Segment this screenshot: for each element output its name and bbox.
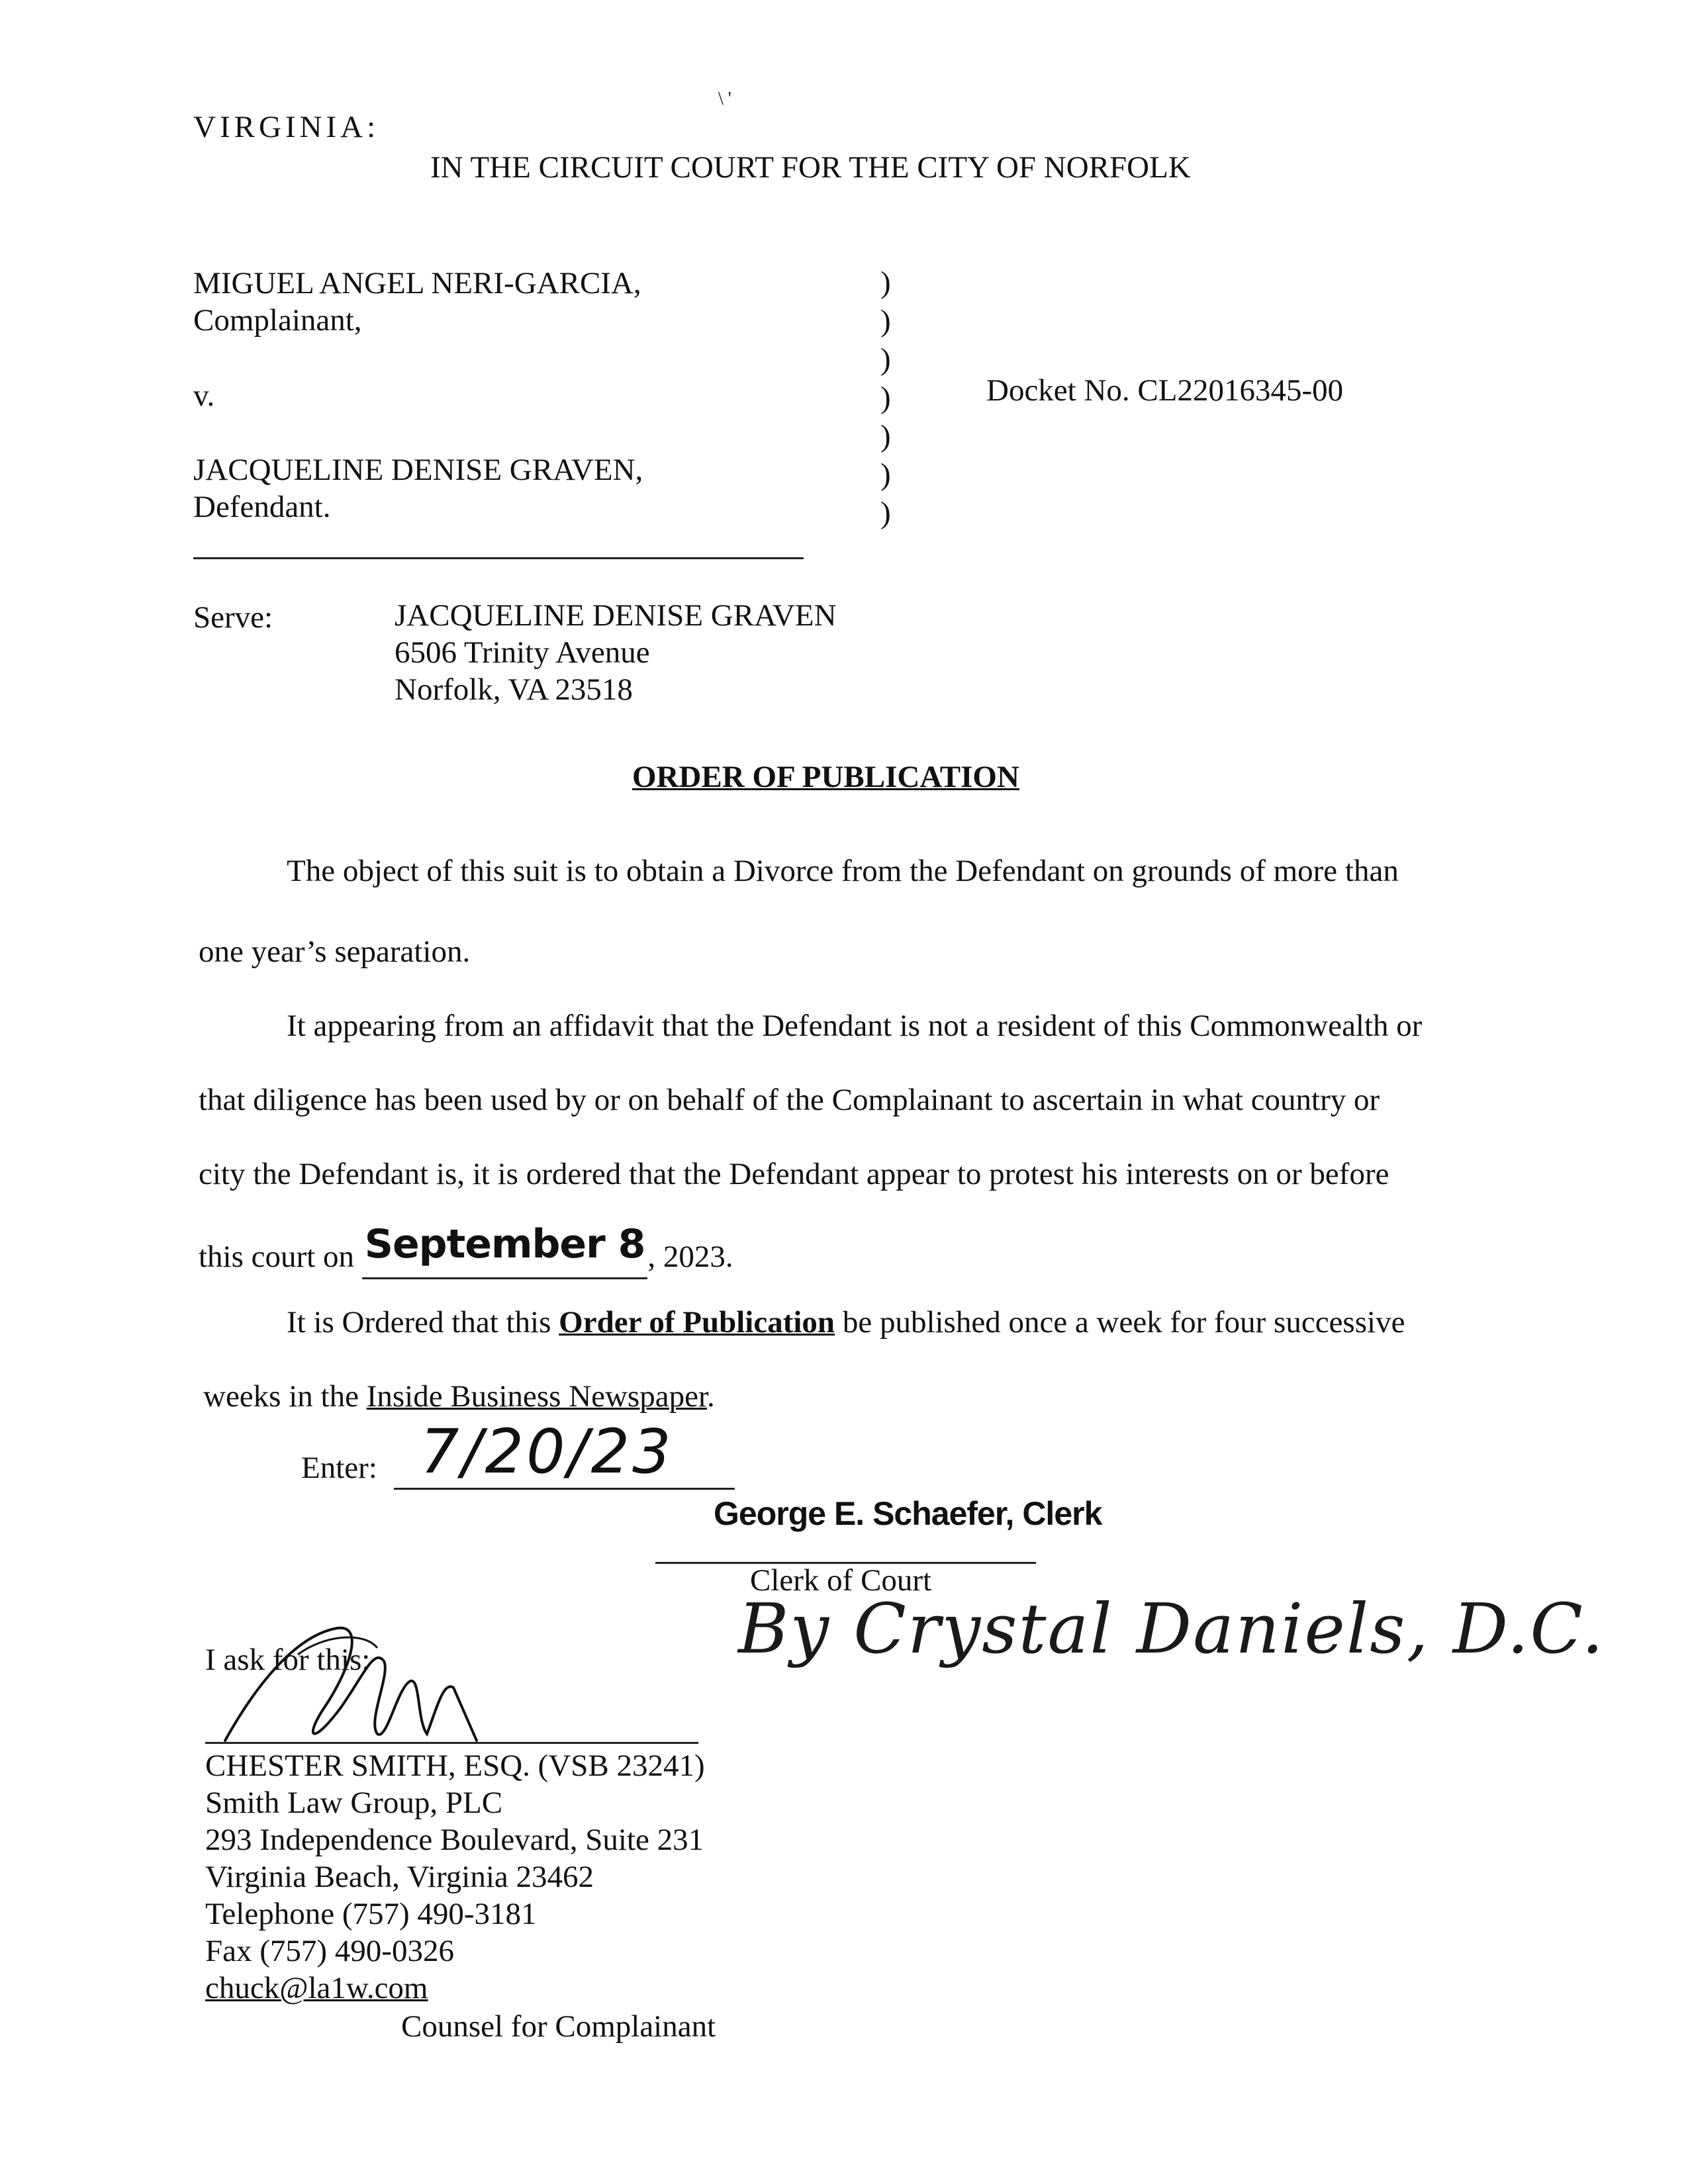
versus-text: v. xyxy=(193,379,215,413)
defendant-role: Defendant. xyxy=(193,490,331,524)
appearance-date-handwritten: September 8 xyxy=(364,1221,645,1267)
attorney-signature-line xyxy=(205,1742,698,1744)
enter-date-handwritten: 7/20/23 xyxy=(420,1416,674,1487)
body-p3-post: be published once a week for four successive xyxy=(835,1305,1405,1340)
attorney-email: chuck@la1w.com xyxy=(205,1971,428,2005)
order-of-publication-emphasis: Order of Publication xyxy=(559,1305,835,1340)
enter-date-line xyxy=(394,1488,735,1490)
paren: ) xyxy=(880,381,891,415)
body-p3-pre: It is Ordered that this xyxy=(287,1305,559,1340)
serve-label: Serve: xyxy=(193,600,273,635)
document-title: ORDER OF PUBLICATION xyxy=(632,760,1019,794)
serve-name: JACQUELINE DENISE GRAVEN xyxy=(395,598,837,633)
caption-divider xyxy=(193,557,804,559)
body-p2-line2: that diligence has been used by or on behalf of the Complainant to ascertain in what country or xyxy=(199,1083,1380,1117)
body-p3-line2 xyxy=(203,1378,715,1415)
attorney-signature xyxy=(199,1608,516,1760)
paren: ) xyxy=(880,265,891,300)
newspaper-name: Inside Business Newspaper xyxy=(366,1379,708,1414)
complainant-role: Complainant, xyxy=(193,303,362,338)
body-p2-line3: city the Defendant is, it is ordered that the Defendant appear to protest his interests on or before xyxy=(199,1157,1389,1191)
defendant-name: JACQUELINE DENISE GRAVEN, xyxy=(193,453,643,487)
body-p3-line2-pre: weeks in the xyxy=(203,1379,367,1414)
attorney-firm: Smith Law Group, PLC xyxy=(205,1786,503,1820)
counsel-role: Counsel for Complainant xyxy=(401,2009,716,2044)
body-p2-line4 xyxy=(199,1221,733,1279)
complainant-name: MIGUEL ANGEL NERI-GARCIA, xyxy=(193,266,641,300)
caption-parens xyxy=(880,263,891,532)
body-p1-line2: one year’s separation. xyxy=(199,934,471,969)
paren: ) xyxy=(880,342,891,377)
scan-stray-marks: \ ' xyxy=(718,89,731,109)
ask-for-this-label: I ask for this: xyxy=(205,1643,371,1677)
clerk-stamp: George E. Schaefer, Clerk xyxy=(714,1495,1102,1532)
paren: ) xyxy=(880,457,891,492)
attorney-fax: Fax (757) 490-0326 xyxy=(205,1934,454,1968)
serve-city: Norfolk, VA 23518 xyxy=(395,672,633,707)
enter-label: Enter: xyxy=(301,1451,377,1485)
attorney-name: CHESTER SMITH, ESQ. (VSB 23241) xyxy=(205,1749,705,1783)
docket-number: Docket No. CL22016345-00 xyxy=(986,373,1344,408)
body-p1-line1: The object of this suit is to obtain a Divorce from the Defendant on grounds of more than xyxy=(287,854,1399,888)
body-p2-line4-post: , 2023. xyxy=(647,1240,733,1274)
paren: ) xyxy=(880,304,891,338)
signature-stroke xyxy=(225,1628,477,1741)
appearance-date-field xyxy=(362,1221,648,1279)
court-heading: IN THE CIRCUIT COURT FOR THE CITY OF NORFOLK xyxy=(430,150,1191,185)
state-heading: VIRGINIA: xyxy=(193,110,380,144)
clerk-title: Clerk of Court xyxy=(750,1563,932,1598)
attorney-address2: Virginia Beach, Virginia 23462 xyxy=(205,1860,594,1894)
paren: ) xyxy=(880,419,891,453)
body-p3-line1 xyxy=(287,1304,1405,1341)
attorney-address1: 293 Independence Boulevard, Suite 231 xyxy=(205,1823,704,1857)
body-p2-line4-pre: this court on xyxy=(199,1240,362,1274)
serve-street: 6506 Trinity Avenue xyxy=(395,635,650,670)
paren: ) xyxy=(880,496,891,530)
body-p2-line1: It appearing from an affidavit that the Defendant is not a resident of this Commonwealth or xyxy=(287,1009,1423,1043)
deputy-clerk-signature: By Crystal Daniels, D.C. xyxy=(738,1588,1605,1669)
body-p3-line2-post: . xyxy=(707,1379,715,1414)
attorney-phone: Telephone (757) 490-3181 xyxy=(205,1897,537,1931)
